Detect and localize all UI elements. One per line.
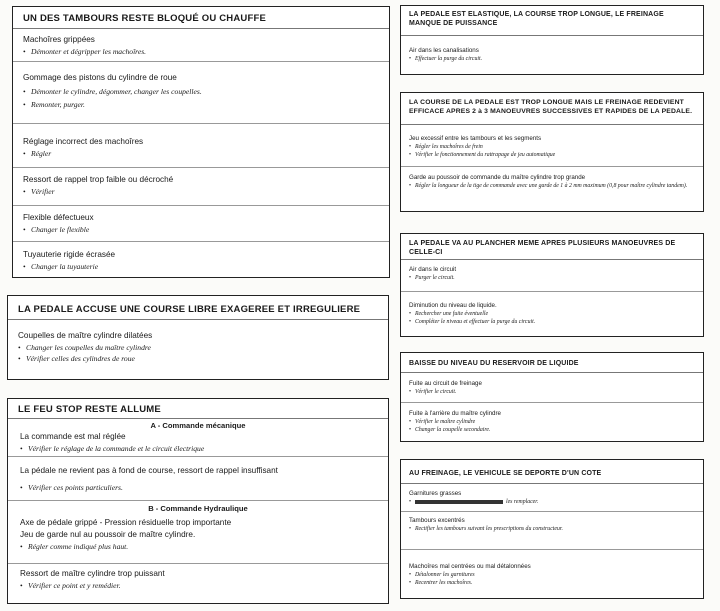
cause-text: Réglage incorrect des machoîres	[23, 137, 144, 146]
section-gommage-pistons	[13, 62, 389, 124]
section-machoires-grippees	[13, 29, 389, 62]
section-diminution-niveau	[401, 292, 703, 328]
remedy-text: • Changer la coupelle secondaire.	[409, 426, 695, 434]
remedy-text: • Démonter et dégripper les machoîres.	[23, 46, 379, 57]
cause-text: Coupelles de maître cylindre dilatées	[18, 331, 153, 340]
cause-text: Air dans le circuit	[409, 266, 457, 273]
cause-text: Flexible défectueux	[23, 213, 94, 222]
fluid-level-title: BAISSE DU NIVEAU DU RESERVOIR DE LIQUIDE	[401, 353, 703, 373]
remedy-text: • Changer les coupelles du maître cylindre	[18, 342, 378, 353]
remedy-text: • Vérifier ce point et y remédier.	[20, 580, 376, 591]
cause-text: La pédale ne revient pas à fond de course, ressort de rappel insuffisant	[20, 466, 278, 475]
section-flexible	[13, 206, 389, 242]
section-fuite-circuit	[401, 373, 703, 403]
pedal-travel-long-box	[400, 92, 704, 212]
pedal-floor-box	[400, 233, 704, 337]
remedy-text: • Rechercher une fuite éventuelle	[409, 310, 695, 318]
vehicle-pulls-title: AU FREINAGE, LE VEHICULE SE DEPORTE D'UN COTE	[401, 460, 703, 484]
remedy-text: • Vérifier	[23, 186, 379, 197]
cause-text: Machoîres mal centrées ou mal détalonnées	[409, 563, 531, 570]
remedy-row	[409, 498, 695, 506]
pedal-free-travel-title: LA PEDALE ACCUSE UNE COURSE LIBRE EXAGEREE ET IRREGULIERE	[8, 296, 388, 320]
section-air-circuit	[401, 260, 703, 292]
pedal-floor-title: LA PEDALE VA AU PLANCHER MEME APRES PLUSIEURS MANOEUVRES DE CELLE-CI	[401, 234, 703, 260]
cause-text: Gommage des pistons du cylindre de roue	[23, 73, 177, 82]
section-axe-pedale-grippe	[8, 514, 388, 564]
drum-blocked-box	[12, 6, 390, 278]
section-coupelles-dilatees	[8, 320, 388, 367]
cause-text: Jeu de garde nul au poussoir de maître cylindre.	[20, 530, 196, 539]
section-tambours-excentres	[401, 512, 703, 550]
cause-text: Air dans les canalisations	[409, 47, 479, 54]
remedy-text: • Recentrer les machoîres.	[409, 579, 695, 587]
pedal-elastic-box	[400, 5, 704, 75]
subheading-hydraulique: B - Commande Hydraulique	[148, 504, 248, 513]
remedy-text: les remplacer.	[506, 499, 539, 505]
cause-text: Tambours excentrés	[409, 517, 465, 524]
fluid-level-box	[400, 352, 704, 442]
remedy-text: • Régler les machoîres de frein	[409, 143, 695, 151]
cause-text: Fuite au circuit de freinage	[409, 380, 482, 387]
remedy-text: • Remonter, purger.	[23, 99, 379, 110]
remedy-text: • Démonter le cylindre, dégommer, changer les coupelles.	[23, 86, 379, 97]
remedy-text: • Régler la longueur de la tige de commande avec une garde de 1 à 2 mm maximum (0,8 pour maître cylindre tandem).	[409, 182, 695, 190]
remedy-text: • Vérifier ces points particuliers.	[20, 482, 376, 493]
remedy-text: • Régler comme indiqué plus haut.	[20, 541, 376, 552]
stop-light-box	[7, 398, 389, 604]
remedy-text: • Régler	[23, 148, 379, 159]
remedy-text: • Effectuer la purge du circuit.	[409, 55, 695, 63]
section-jeu-excessif	[401, 125, 703, 167]
section-reglage-machoires	[13, 124, 389, 168]
cause-text: Tuyauterie rigide écrasée	[23, 250, 116, 259]
remedy-text: • Changer le flexible	[23, 224, 379, 235]
cause-text: Diminution du niveau de liquide.	[409, 302, 497, 309]
section-garnitures-grasses	[401, 484, 703, 512]
section-air-canalisations	[401, 36, 703, 65]
remedy-text: • Compléter le niveau et effectuer la purge du circuit.	[409, 318, 695, 326]
cause-text: Garnitures grasses	[409, 490, 462, 497]
cause-text: Machoîres grippées	[23, 35, 95, 44]
cause-text: Axe de pédale grippé - Pression résiduelle trop importante	[20, 518, 232, 527]
remedy-text: • Rectifier les tambours suivant les prescriptions du constructeur.	[409, 525, 695, 533]
section-machoires-mal-centrees	[401, 550, 703, 589]
pedal-free-travel-box	[7, 295, 389, 380]
stop-light-title: LE FEU STOP RESTE ALLUME	[8, 399, 388, 419]
section-fuite-arriere	[401, 403, 703, 436]
cause-text: Jeu excessif entre les tambours et les segments	[409, 135, 542, 142]
cause-text: Fuite à l'arrière du maître cylindre	[409, 410, 501, 417]
cause-text: La commande est mal réglée	[20, 432, 126, 441]
remedy-text: • Changer la tuyauterie	[23, 261, 379, 272]
remedy-text: • Purger le circuit.	[409, 274, 695, 282]
section-garde-poussoir	[401, 167, 703, 192]
pedal-elastic-title: LA PEDALE EST ELASTIQUE, LA COURSE TROP LONGUE, LE FREINAGE MANQUE DE PUISSANCE	[401, 6, 703, 36]
remedy-text: • Vérifier le fonctionnement du rattrapage de jeu automatique	[409, 151, 695, 159]
remedy-text: • Vérifier celles des cylindres de roue	[18, 353, 378, 364]
remedy-text: • Vérifier le maître cylindre	[409, 418, 695, 426]
remedy-text: • Détalonner les garnitures	[409, 571, 695, 579]
section-tuyauterie	[13, 242, 389, 275]
pedal-travel-long-title: LA COURSE DE LA PEDALE EST TROP LONGUE MAIS LE FREINAGE REDEVIENT EFFICACE APRES 2 à 3 MANOEUVRES SUCCESSIVES ET RAPIDES DE LA PEDALE.	[401, 93, 703, 125]
cause-text: Ressort de rappel trop faible ou décroché	[23, 175, 174, 184]
cause-text: Ressort de maître cylindre trop puissant	[20, 569, 165, 578]
section-ressort-rappel	[13, 168, 389, 206]
remedy-text: • Vérifier le circuit.	[409, 388, 695, 396]
subheading-mecanique: A - Commande mécanique	[150, 421, 246, 430]
vehicle-pulls-box	[400, 459, 704, 599]
remedy-text: • Vérifier le réglage de la commande et le circuit électrique	[20, 443, 376, 454]
cause-text: Garde au poussoir de commande du maître cylindre trop grande	[409, 174, 586, 181]
section-pedale-ne-revient-pas	[8, 457, 388, 501]
section-ressort-maitre-cylindre	[8, 564, 388, 594]
section-commande-mal-reglee	[8, 431, 388, 457]
redaction-mark	[415, 500, 503, 504]
drum-blocked-title: UN DES TAMBOURS RESTE BLOQUÉ OU CHAUFFE	[13, 7, 389, 29]
